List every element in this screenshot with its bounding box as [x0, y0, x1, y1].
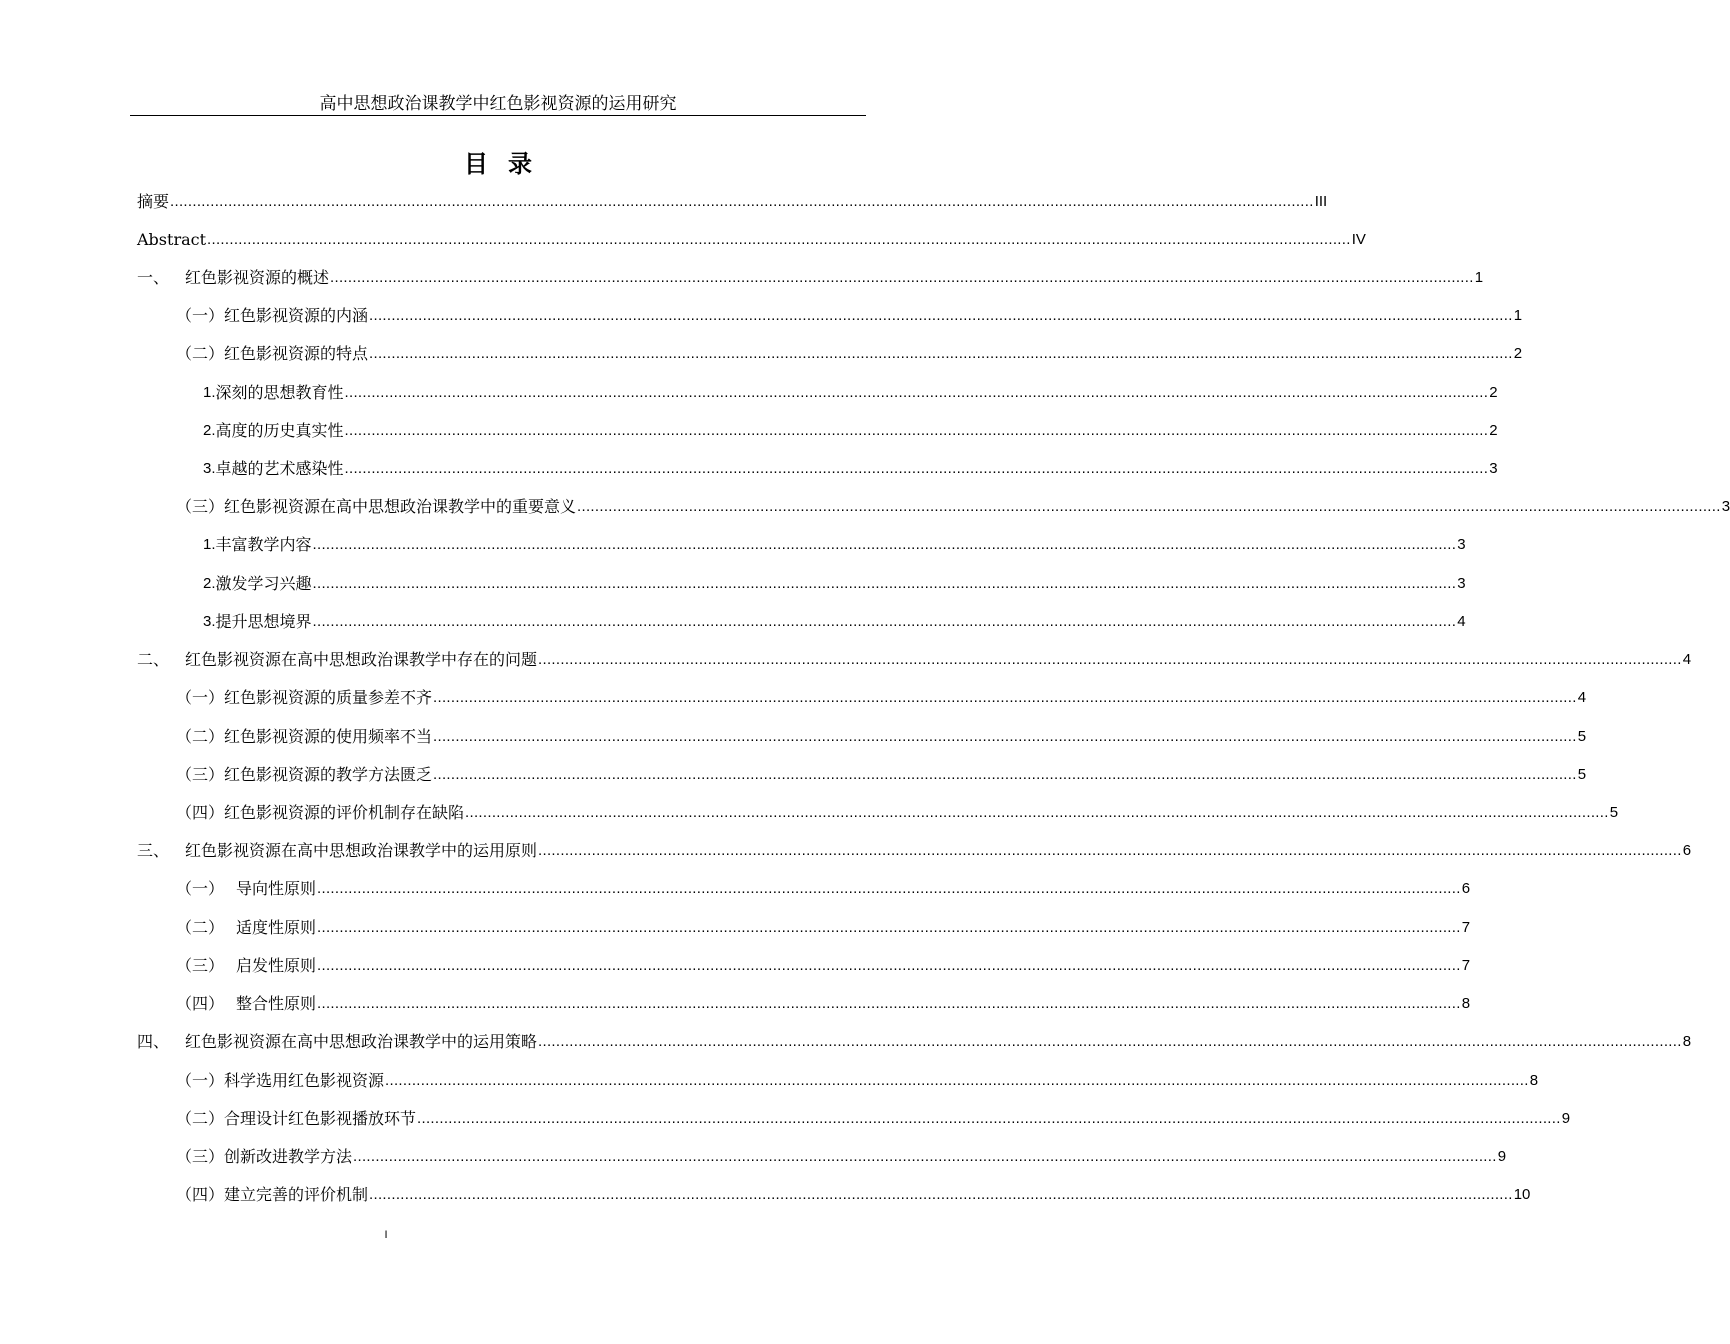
- toc-leader: ................................................................................................................................................................................................................................................................: [317, 957, 1461, 974]
- toc-leader: ................................................................................................................................................................................................................................................................: [312, 575, 1457, 592]
- running-header-title: 高中思想政治课教学中红色影视资源的运用研究: [319, 94, 677, 114]
- toc-entry-section-4-4[interactable]: [176, 1184, 1531, 1206]
- toc-entry-section-1-2[interactable]: [176, 343, 1523, 365]
- toc-entry-text: 导向性原则: [236, 879, 317, 898]
- toc-entry-text: （三）红色影视资源在高中思想政治课教学中的重要意义: [176, 497, 577, 516]
- toc-entry-text: （三）红色影视资源的教学方法匮乏: [176, 765, 433, 784]
- toc-entry-section-1-1[interactable]: [176, 305, 1523, 327]
- toc-entry-number: 3.: [203, 460, 216, 477]
- toc-entry-text: 提升思想境界: [215, 612, 312, 631]
- toc-entry-item-1-3-3[interactable]: [203, 611, 1466, 633]
- toc-entry-page: 5: [1577, 728, 1587, 745]
- toc-entry-chapter-4[interactable]: [137, 1031, 1692, 1053]
- toc-entry-page: 7: [1461, 919, 1471, 936]
- toc-entry-section-3-3[interactable]: [176, 955, 1471, 977]
- toc-leader: ................................................................................................................................................................................................................................................................: [330, 269, 1474, 286]
- toc-entry-text: （二）红色影视资源的特点: [176, 344, 369, 363]
- toc-entry-number: （一）: [176, 879, 225, 898]
- toc-entry-page: 4: [1577, 689, 1587, 706]
- toc-entry-text: 丰富教学内容: [215, 535, 312, 554]
- toc-entry-page: 6: [1682, 842, 1692, 859]
- toc-entry-number: 3.: [203, 613, 216, 630]
- toc-entry-text: 红色影视资源在高中思想政治课教学中的运用原则: [185, 841, 538, 860]
- toc-entry-text: 启发性原则: [236, 956, 317, 975]
- toc-entry-page: 3: [1457, 536, 1466, 553]
- toc-entry-text: 红色影视资源在高中思想政治课教学中的运用策略: [185, 1032, 538, 1051]
- toc-leader: ................................................................................................................................................................................................................................................................: [312, 613, 1457, 630]
- toc-leader: ................................................................................................................................................................................................................................................................: [317, 919, 1461, 936]
- toc-entry-section-3-1[interactable]: [176, 878, 1471, 900]
- toc-entry-page: 6: [1461, 880, 1471, 897]
- toc-entry-section-3-4[interactable]: [176, 993, 1471, 1015]
- toc-entry-page: 3: [1721, 498, 1730, 515]
- toc-entry-text: （三）创新改进教学方法: [176, 1147, 353, 1166]
- toc-title: 目录: [464, 150, 552, 178]
- toc-entry-item-1-2-2[interactable]: [203, 420, 1498, 442]
- toc-entry-item-1-3-2[interactable]: [203, 573, 1466, 595]
- toc-entry-text: 卓越的艺术感染性: [215, 459, 344, 478]
- toc-entry-page: 2: [1489, 422, 1498, 439]
- toc-entry-page: 2: [1513, 345, 1523, 362]
- toc-entry-abstract-en[interactable]: [137, 229, 1366, 251]
- toc-entry-number: （三）: [176, 956, 225, 975]
- toc-leader: ................................................................................................................................................................................................................................................................: [433, 766, 1577, 783]
- toc-entry-number: 1.: [203, 536, 216, 553]
- footer-page-number: I: [384, 1229, 388, 1241]
- toc-leader: ................................................................................................................................................................................................................................................................: [538, 1033, 1682, 1050]
- toc-entry-text: 整合性原则: [236, 994, 317, 1013]
- toc-entry-text: 红色影视资源的概述: [185, 268, 330, 287]
- toc-entry-section-2-1[interactable]: [176, 687, 1587, 709]
- toc-entry-text: 摘要: [137, 192, 170, 211]
- toc-entry-text: （二）红色影视资源的使用频率不当: [176, 727, 433, 746]
- toc-entry-abstract-cn[interactable]: [137, 191, 1328, 213]
- toc-entry-number: （二）: [176, 918, 225, 937]
- toc-entry-text: （二）合理设计红色影视播放环节: [176, 1109, 417, 1128]
- toc-entry-text: Abstract: [137, 230, 207, 249]
- toc-entry-number: 1.: [203, 384, 216, 401]
- toc-entry-page: 8: [1461, 995, 1471, 1012]
- toc-entry-text: 激发学习兴趣: [215, 574, 312, 593]
- toc-leader: ................................................................................................................................................................................................................................................................: [385, 1072, 1529, 1089]
- toc-leader: ................................................................................................................................................................................................................................................................: [369, 1186, 1513, 1203]
- toc-entry-page: 3: [1489, 460, 1498, 477]
- toc-leader: ................................................................................................................................................................................................................................................................: [538, 651, 1682, 668]
- toc-leader: ................................................................................................................................................................................................................................................................: [465, 804, 1609, 821]
- toc-leader: ................................................................................................................................................................................................................................................................: [317, 880, 1461, 897]
- toc-entry-chapter-3[interactable]: [137, 840, 1692, 862]
- toc-entry-page: 7: [1461, 957, 1471, 974]
- toc-entry-item-1-2-3[interactable]: [203, 458, 1498, 480]
- toc-leader: ................................................................................................................................................................................................................................................................: [344, 460, 1489, 477]
- toc-leader: ................................................................................................................................................................................................................................................................: [344, 422, 1489, 439]
- toc-entry-page: 5: [1577, 766, 1587, 783]
- toc-entry-text: （四）建立完善的评价机制: [176, 1185, 369, 1204]
- toc-entry-section-3-2[interactable]: [176, 917, 1471, 939]
- toc-leader: ................................................................................................................................................................................................................................................................: [433, 689, 1577, 706]
- toc-leader: ................................................................................................................................................................................................................................................................: [353, 1148, 1497, 1165]
- toc-entry-section-2-4[interactable]: [176, 802, 1619, 824]
- toc-entry-section-2-2[interactable]: [176, 726, 1587, 748]
- toc-entry-page: 9: [1561, 1110, 1571, 1127]
- toc-entry-page: 3: [1457, 575, 1466, 592]
- toc-leader: ................................................................................................................................................................................................................................................................: [538, 842, 1682, 859]
- toc-leader: ................................................................................................................................................................................................................................................................: [344, 384, 1489, 401]
- toc-entry-number: 三、: [137, 841, 170, 860]
- toc-entry-number: 2.: [203, 575, 216, 592]
- toc-entry-text: 高度的历史真实性: [215, 421, 344, 440]
- toc-leader: ................................................................................................................................................................................................................................................................: [207, 231, 1351, 248]
- toc-entry-page: 10: [1513, 1186, 1531, 1203]
- toc-entry-text: 红色影视资源在高中思想政治课教学中存在的问题: [185, 650, 538, 669]
- toc-leader: ................................................................................................................................................................................................................................................................: [417, 1110, 1561, 1127]
- toc-entry-section-4-1[interactable]: [176, 1070, 1539, 1092]
- toc-leader: ................................................................................................................................................................................................................................................................: [577, 498, 1721, 515]
- toc-entry-page: 1: [1474, 269, 1484, 286]
- toc-entry-number: 2.: [203, 422, 216, 439]
- toc-entry-number: 四、: [137, 1032, 170, 1051]
- toc-leader: ................................................................................................................................................................................................................................................................: [317, 995, 1461, 1012]
- toc-entry-text: （四）红色影视资源的评价机制存在缺陷: [176, 803, 465, 822]
- toc-entry-page: 8: [1529, 1072, 1539, 1089]
- toc-entry-text: 适度性原则: [236, 918, 317, 937]
- toc-entry-chapter-1[interactable]: [137, 267, 1484, 289]
- toc-entry-page: 1: [1513, 307, 1523, 324]
- toc-entry-page: 4: [1457, 613, 1466, 630]
- toc-entry-section-4-2[interactable]: [176, 1108, 1571, 1130]
- toc-entry-page: III: [1314, 193, 1328, 210]
- toc-entry-text: （一）红色影视资源的内涵: [176, 306, 369, 325]
- toc-entry-section-2-3[interactable]: [176, 764, 1587, 786]
- toc-entry-number: （四）: [176, 994, 225, 1013]
- toc-leader: ................................................................................................................................................................................................................................................................: [369, 345, 1513, 362]
- toc-leader: ................................................................................................................................................................................................................................................................: [433, 728, 1577, 745]
- toc-entry-page: 9: [1497, 1148, 1507, 1165]
- toc-entry-page: 2: [1489, 384, 1498, 401]
- toc-entry-page: IV: [1351, 231, 1366, 248]
- toc-entry-chapter-2[interactable]: [137, 649, 1692, 671]
- toc-entry-page: 4: [1682, 651, 1692, 668]
- toc-entry-section-1-3[interactable]: [176, 496, 1730, 518]
- toc-entry-text: （一）红色影视资源的质量参差不齐: [176, 688, 433, 707]
- toc-leader: ................................................................................................................................................................................................................................................................: [170, 193, 1314, 210]
- toc-leader: ................................................................................................................................................................................................................................................................: [369, 307, 1513, 324]
- toc-entry-text: （一）科学选用红色影视资源: [176, 1071, 385, 1090]
- toc-entry-page: 8: [1682, 1033, 1692, 1050]
- toc-entry-item-1-3-1[interactable]: [203, 534, 1466, 556]
- toc-entry-item-1-2-1[interactable]: [203, 382, 1498, 404]
- toc-leader: ................................................................................................................................................................................................................................................................: [312, 536, 1457, 553]
- toc-entry-number: 二、: [137, 650, 170, 669]
- toc-entry-text: 深刻的思想教育性: [215, 383, 344, 402]
- toc-entry-section-4-3[interactable]: [176, 1146, 1507, 1168]
- toc-entry-page: 5: [1609, 804, 1619, 821]
- toc-entry-number: 一、: [137, 268, 170, 287]
